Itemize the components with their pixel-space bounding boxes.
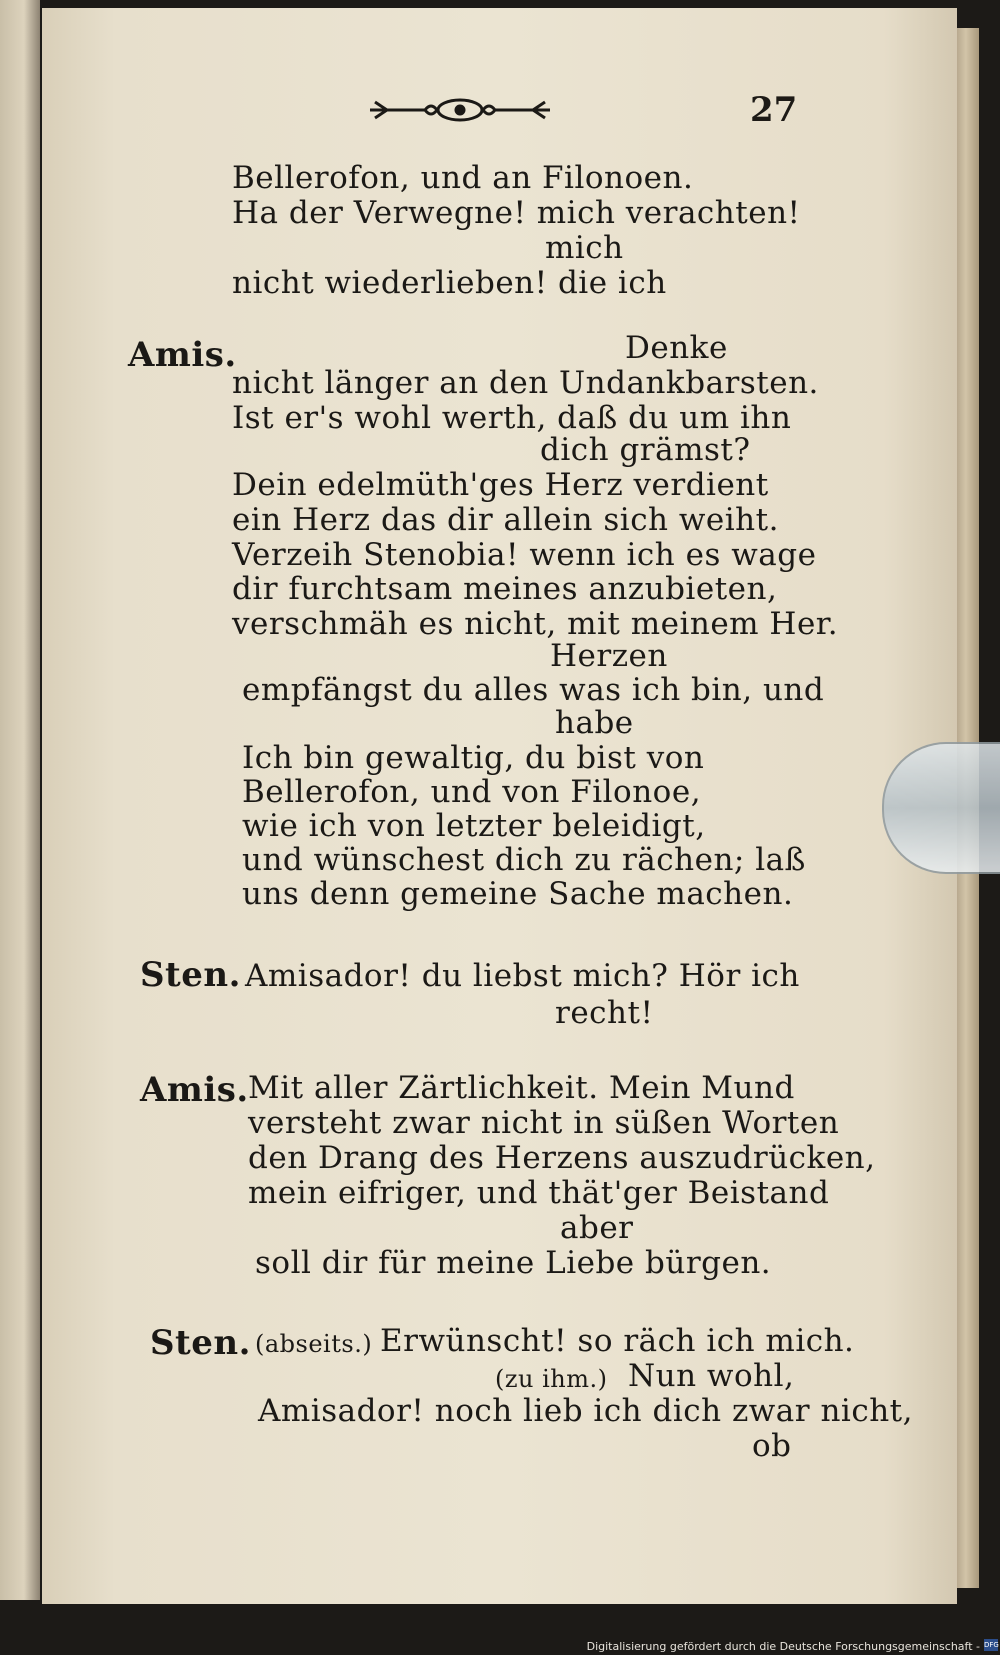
text-line: ein Herz das dir allein sich weiht.	[232, 502, 779, 538]
speaker-label: Amis.	[128, 335, 237, 375]
text-line: Bellerofon, und an Filonoen.	[232, 160, 694, 196]
text-line: uns denn gemeine Sache machen.	[242, 876, 794, 912]
text-line: und wünschest dich zu rächen; laß	[242, 842, 806, 878]
text-line: dir furchtsam meines anzubieten,	[232, 571, 778, 607]
text-line: dich grämst?	[540, 432, 751, 468]
ornament-icon	[365, 90, 555, 130]
text-line: soll dir für meine Liebe bürgen.	[255, 1245, 772, 1281]
text-line: aber	[560, 1210, 634, 1246]
speaker-label: Amis.	[140, 1070, 249, 1110]
text-line: nicht wiederlieben! die ich	[232, 265, 667, 301]
header-ornament	[365, 90, 555, 130]
text-line: mich	[545, 230, 624, 266]
text-line: ob	[752, 1428, 792, 1464]
page-clip	[882, 742, 1000, 874]
text-line: Ich bin gewaltig, du bist von	[242, 740, 705, 776]
text-line: Ha der Verwegne! mich verachten!	[232, 195, 801, 231]
speaker-label: Sten.	[140, 955, 241, 995]
text-line: Herzen	[550, 638, 668, 674]
text-line: verschmäh es nicht, mit meinem Her.	[232, 606, 839, 642]
stage-direction: (abseits.)	[255, 1330, 373, 1358]
text-line: Nun wohl,	[628, 1358, 795, 1394]
text-line: habe	[555, 705, 634, 741]
text-line: Amisador! du liebst mich? Hör ich	[245, 958, 800, 994]
speaker-label: Sten.	[150, 1323, 251, 1363]
text-line: empfängst du alles was ich bin, und	[242, 672, 825, 708]
text-line: recht!	[555, 995, 654, 1031]
text-line: Verzeih Stenobia! wenn ich es wage	[232, 537, 817, 573]
text-line: Erwünscht! so räch ich mich.	[380, 1323, 855, 1359]
text-line: versteht zwar nicht in süßen Worten	[248, 1105, 840, 1141]
footer-credit: Digitalisierung gefördert durch die Deutsche Forschungsgemeinschaft -	[586, 1640, 980, 1653]
stage-direction: (zu ihm.)	[495, 1365, 608, 1393]
text-line: mein eifriger, und thät'ger Beistand	[248, 1175, 830, 1211]
page-number: 27	[750, 90, 798, 130]
text-line: wie ich von letzter beleidigt,	[242, 808, 706, 844]
text-line: Amisador! noch lieb ich dich zwar nicht,	[258, 1393, 913, 1429]
text-line: nicht länger an den Undankbarsten.	[232, 365, 819, 401]
text-line: Bellerofon, und von Filonoe,	[242, 774, 702, 810]
text-line: den Drang des Herzens auszudrücken,	[248, 1140, 876, 1176]
text-line: Denke	[625, 330, 728, 366]
text-line: Mit aller Zärtlichkeit. Mein Mund	[248, 1070, 795, 1106]
text-line: Dein edelmüth'ges Herz verdient	[232, 467, 769, 503]
text-line: Ist er's wohl werth, daß du um ihn	[232, 400, 792, 436]
dfg-logo: DFG	[984, 1641, 999, 1649]
left-page-edge	[0, 0, 40, 1600]
